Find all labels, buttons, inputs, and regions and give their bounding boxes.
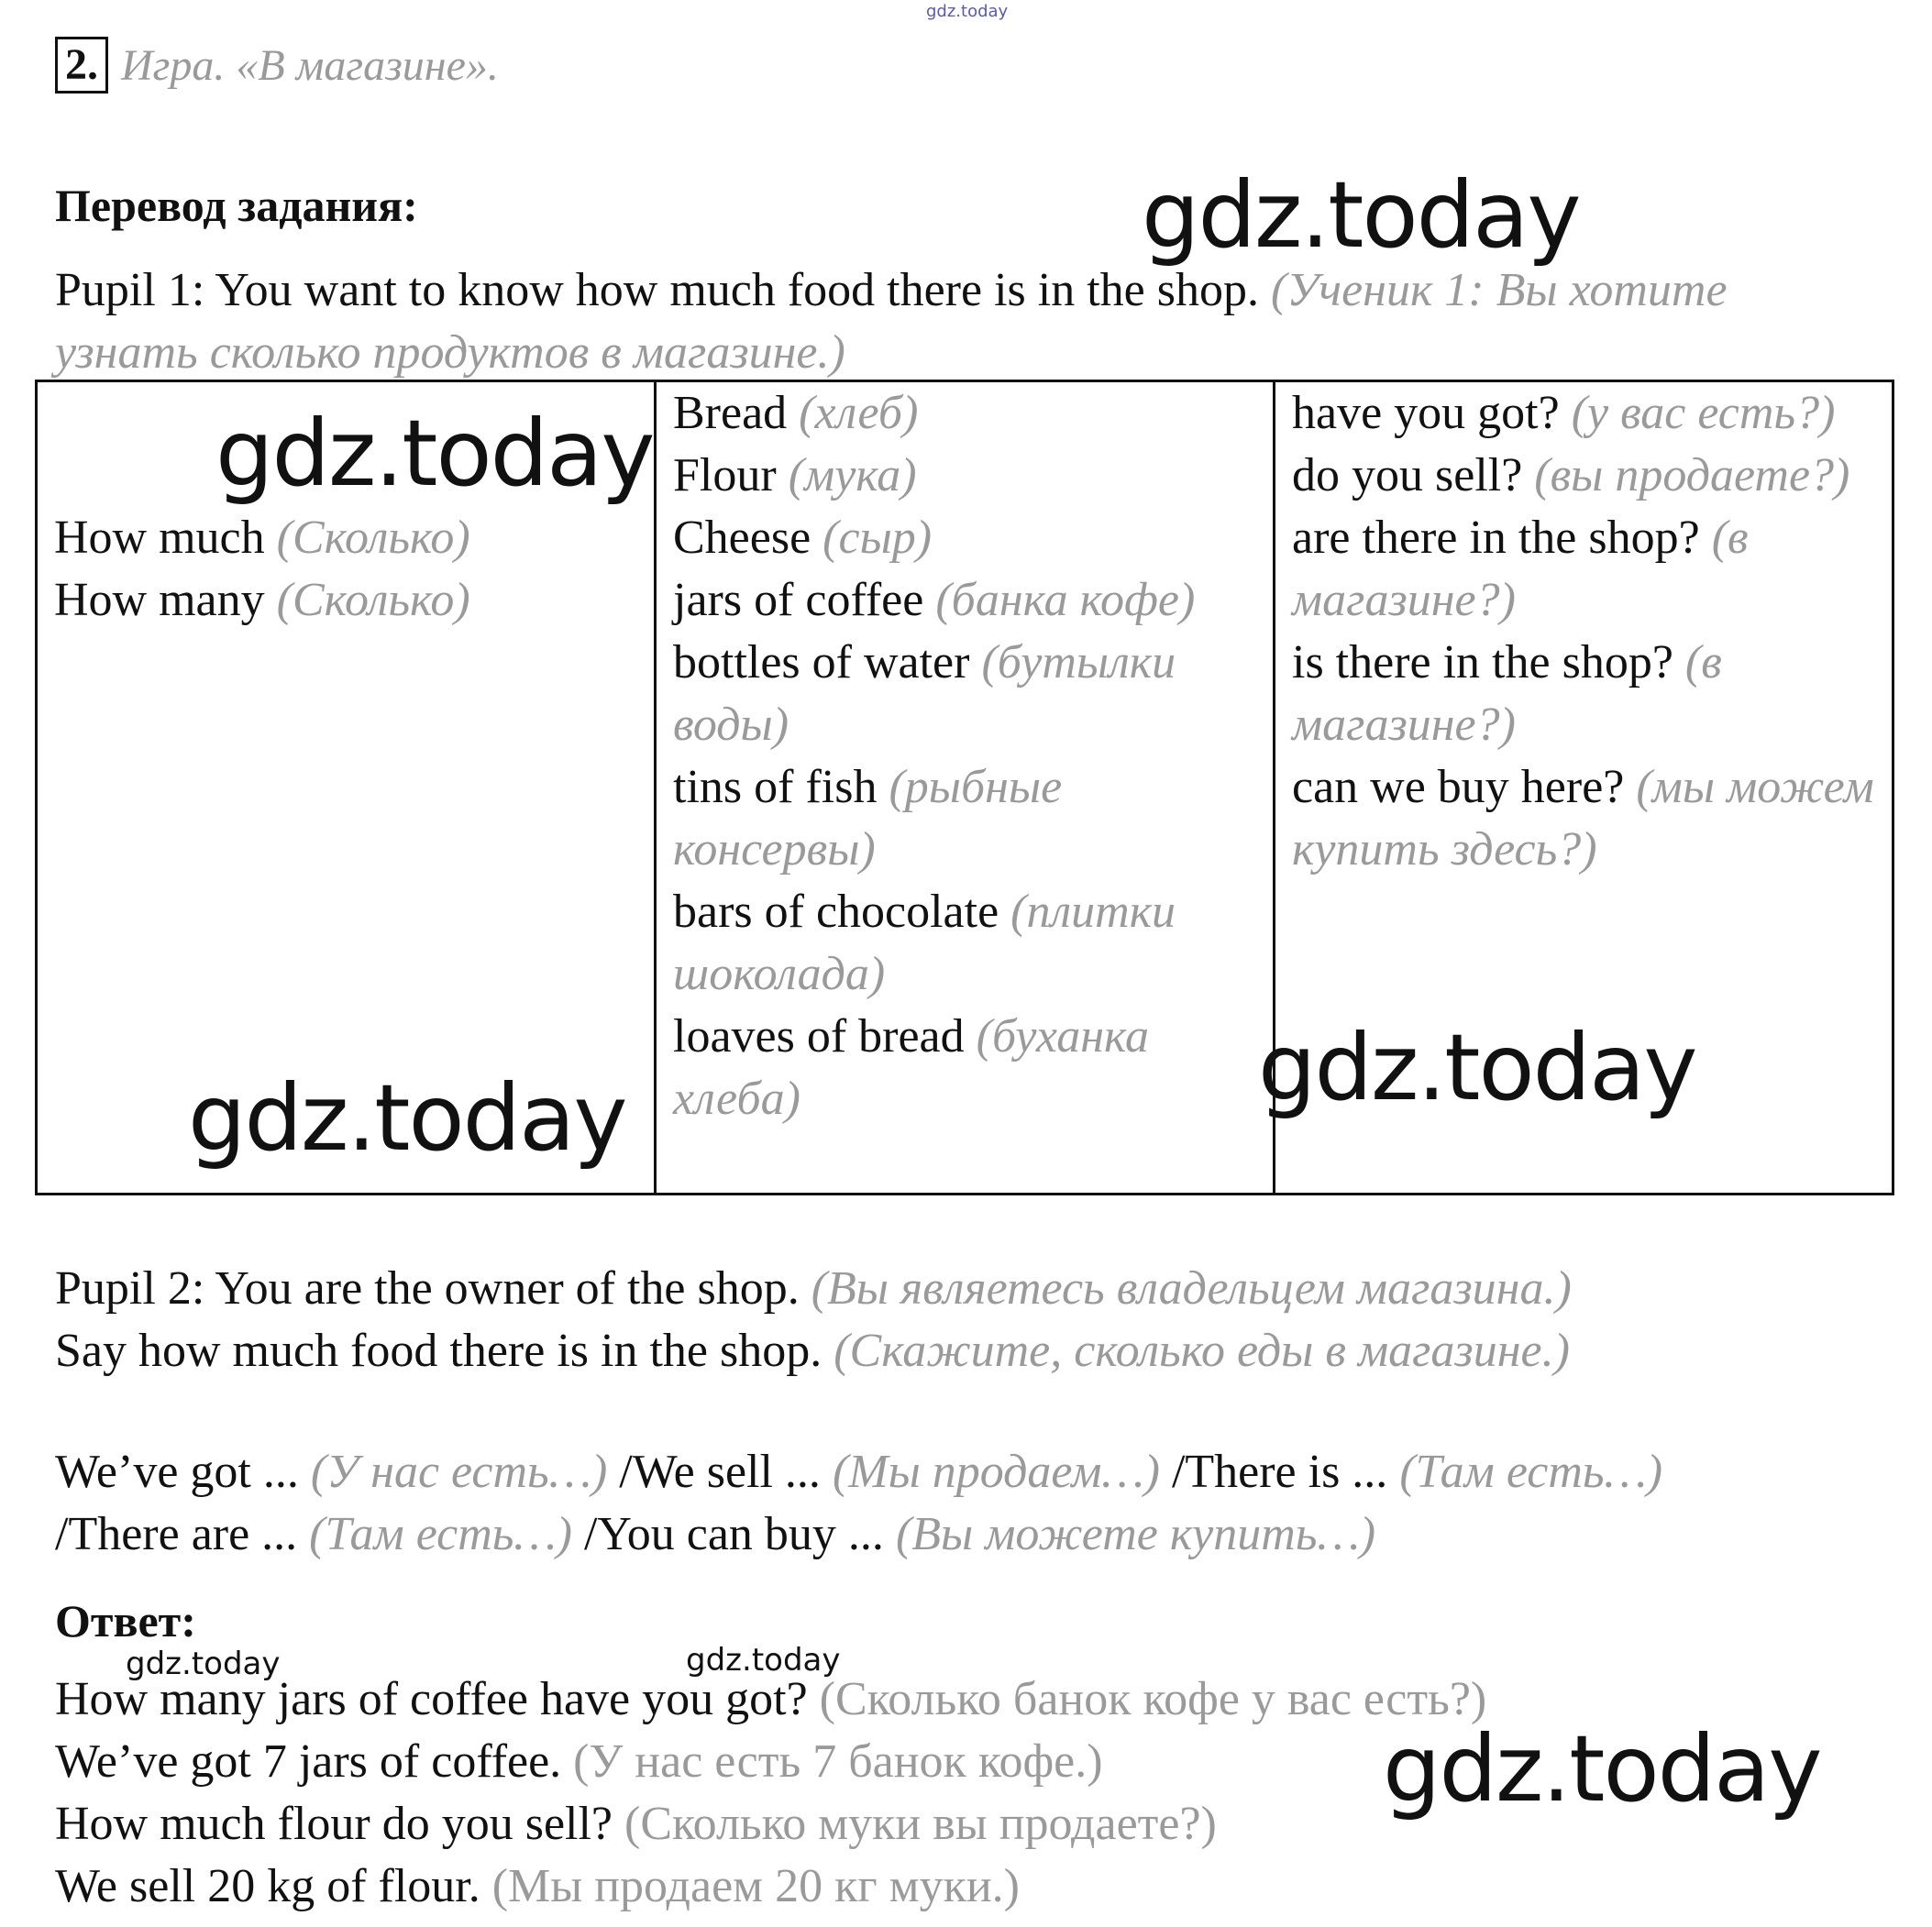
phrase-en: /You can buy ... [583,1508,884,1560]
cell-en: jars of coffee [673,574,924,626]
answer-en: We’ve got 7 jars of coffee. [55,1735,562,1788]
cell-en: is there in the shop? [1292,636,1673,688]
watermark: gdz.today [215,400,654,507]
cell-ru: (вы продаете?) [1534,449,1850,501]
cell-en: do you sell? [1292,449,1523,501]
phrase-ru: (У нас есть…) [310,1446,608,1498]
cell-ru: (рыбные консервы) [673,761,1063,875]
answer-line [55,1793,1486,1855]
phrase-en: /There are ... [55,1508,298,1560]
phrase-ru: (Мы продаем…) [832,1446,1160,1498]
cell-en: How much [54,512,265,564]
answer-en: How much flour do you sell? [55,1798,613,1850]
answers-list [55,1668,1486,1918]
pupil2-text [55,1258,1889,1382]
table-cell [673,756,1256,881]
phrase-ru: (Вы можете купить…) [895,1508,1376,1560]
answer-en: How many jars of coffee have you got? [55,1673,808,1725]
pupil2-line1-en: Pupil 2: You are the owner of the shop. [55,1262,800,1315]
heading-translation: Перевод задания: [55,180,418,231]
task-number: 2. [55,37,108,94]
table-col-items [656,381,1275,1195]
cell-en: How many [54,574,265,626]
pupil2-line2-en: Say how much food there is in the shop. [55,1325,822,1377]
cell-en: bars of chocolate [673,886,999,938]
pupil1-text [55,259,1797,384]
watermark: gdz.today [1142,161,1580,269]
pupil2-line2-ru: (Скажите, сколько еды в магазине.) [834,1325,1570,1377]
phrase-ru: (Там есть…) [309,1508,572,1560]
cell-ru: (бутылки воды) [673,636,1176,751]
task-title: Игра. «В магазине». [121,40,499,90]
answer-ru: (Мы продаем 20 кг муки.) [491,1860,1020,1912]
watermark: gdz.today [1258,1014,1696,1121]
watermark: gdz.today [686,1642,841,1679]
cell-ru: (плитки шоколада) [673,886,1176,1000]
cell-en: tins of fish [673,761,878,813]
cell-ru: (в магазине?) [1292,636,1722,751]
cell-ru: (у вас есть?) [1571,387,1836,439]
table-cell [1292,507,1875,632]
table-cell [1292,756,1875,881]
cell-en: can we buy here? [1292,761,1625,813]
pupil2-line2 [55,1320,1889,1382]
phrases-text [55,1441,1706,1566]
table-cell [673,1006,1256,1130]
answer-ru: (Сколько муки вы продаете?) [624,1798,1217,1850]
cell-ru: (хлеб) [799,387,919,439]
cell-ru: (Сколько) [276,574,470,626]
table-cell [673,445,1256,507]
cell-en: bottles of water [673,636,970,688]
table-cell [54,569,637,632]
cell-ru: (банка кофе) [935,574,1196,626]
cell-en: Flour [673,449,777,501]
table-cell [1292,382,1875,445]
pupil1-ru: (Ученик 1: Вы хотите узнать сколько продуктов в магазине.) [55,264,1728,379]
table-cell [1292,632,1875,756]
pupil1-en: Pupil 1: You want to know how much food there is in the shop. [55,264,1259,316]
cell-ru: (в магазине?) [1292,512,1749,626]
table-cell [54,507,637,569]
table-cell [673,382,1256,445]
answer-line [55,1731,1486,1793]
cell-en: are there in the shop? [1292,512,1700,564]
heading-answer: Ответ: [55,1595,196,1646]
cell-en: Bread [673,387,788,439]
cell-ru: (мука) [788,449,917,501]
watermark-top: gdz.today [926,2,1009,21]
phrase-en: /There is ... [1171,1446,1388,1498]
phrase-en: /We sell ... [619,1446,821,1498]
cell-en: have you got? [1292,387,1560,439]
pupil2-line1-ru: (Вы являетесь владельцем магазина.) [811,1262,1572,1315]
table-cell [673,881,1256,1006]
answer-ru: (Сколько банок кофе у вас есть?) [819,1673,1487,1725]
cell-ru: (буханка хлеба) [673,1010,1150,1125]
cell-ru: (сыр) [822,512,933,564]
watermark: gdz.today [126,1646,281,1682]
task-header [55,37,499,94]
answer-en: We sell 20 kg of flour. [55,1860,480,1912]
phrase-ru: (Там есть…) [1399,1446,1663,1498]
cell-en: loaves of bread [673,1010,965,1063]
answer-ru: (У нас есть 7 банок кофе.) [573,1735,1103,1788]
cell-ru: (мы можем купить здесь?) [1292,761,1874,875]
table-cell [1292,445,1875,507]
table-cell [673,632,1256,756]
pupil2-line1 [55,1258,1889,1320]
watermark: gdz.today [1383,1715,1821,1822]
phrase-en: We’ve got ... [55,1446,299,1498]
answer-line [55,1855,1486,1918]
cell-en: Cheese [673,512,811,564]
watermark: gdz.today [188,1064,626,1172]
table-cell [673,569,1256,632]
cell-ru: (Сколько) [276,512,470,564]
table-cell [673,507,1256,569]
